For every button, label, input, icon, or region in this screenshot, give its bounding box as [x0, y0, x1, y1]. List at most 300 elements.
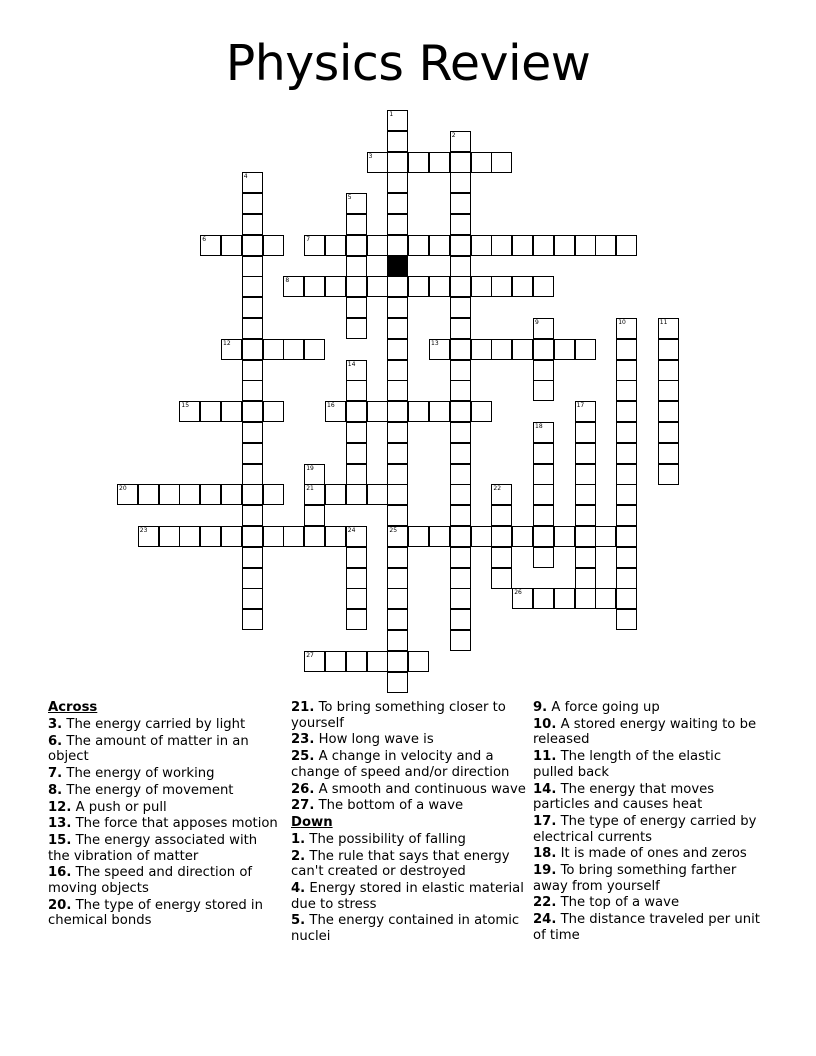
grid-cell[interactable]	[387, 193, 408, 214]
grid-cell[interactable]	[471, 339, 492, 360]
grid-cell[interactable]	[450, 630, 471, 651]
grid-cell[interactable]	[575, 235, 596, 256]
clue-number: 15	[181, 402, 190, 410]
grid-cell[interactable]	[616, 505, 637, 526]
grid-cell[interactable]	[346, 193, 367, 214]
grid-cell[interactable]	[616, 588, 637, 609]
grid-cell[interactable]	[159, 484, 180, 505]
grid-cell[interactable]	[533, 360, 554, 381]
clue-number: 20.	[48, 897, 72, 913]
clue-number: 18	[535, 423, 543, 430]
grid-cell[interactable]	[346, 276, 367, 297]
grid-cell[interactable]	[658, 422, 679, 443]
clue-item	[291, 881, 527, 912]
grid-cell[interactable]	[450, 214, 471, 235]
grid-cell[interactable]	[575, 484, 596, 505]
clue-number: 25	[389, 527, 398, 534]
grid-cell[interactable]	[575, 526, 596, 547]
grid-cell[interactable]	[471, 152, 492, 173]
grid-cell[interactable]	[387, 110, 408, 131]
grid-cell[interactable]	[450, 609, 471, 630]
grid-cell[interactable]	[450, 568, 471, 589]
grid-cell[interactable]	[533, 443, 554, 464]
grid-cell[interactable]	[346, 360, 367, 381]
grid-cell[interactable]	[325, 235, 346, 256]
grid-cell[interactable]	[304, 276, 325, 297]
grid-cell[interactable]	[138, 526, 159, 547]
grid-cell[interactable]	[242, 172, 263, 193]
clue-number: 18.	[533, 846, 557, 862]
grid-cell[interactable]	[450, 360, 471, 381]
clue-number: 21.	[291, 700, 315, 715]
grid-cell[interactable]	[450, 526, 471, 547]
clue-item	[533, 782, 761, 813]
grid-cell[interactable]	[387, 297, 408, 318]
grid-cell[interactable]	[658, 339, 679, 360]
grid-cell[interactable]	[367, 235, 388, 256]
grid-cell[interactable]	[450, 172, 471, 193]
grid-cell[interactable]	[575, 547, 596, 568]
clue-item	[48, 865, 280, 896]
grid-cell[interactable]	[491, 152, 512, 173]
grid-cell[interactable]	[491, 568, 512, 589]
grid-cell[interactable]	[387, 547, 408, 568]
grid-cell[interactable]	[200, 526, 221, 547]
grid-cell[interactable]	[242, 443, 263, 464]
clue-text: A push or pull	[75, 799, 167, 815]
grid-cell[interactable]	[346, 484, 367, 505]
grid-cell[interactable]	[491, 339, 512, 360]
grid-cell[interactable]	[242, 318, 263, 339]
grid-cell[interactable]	[533, 422, 554, 443]
grid-cell[interactable]	[367, 276, 388, 297]
clue-number: 22.	[533, 895, 557, 911]
clue-number: 15.	[48, 833, 72, 849]
grid-cell[interactable]	[325, 401, 346, 422]
grid-cell[interactable]	[242, 276, 263, 297]
grid-cell[interactable]	[575, 339, 596, 360]
clue-number: 14.	[533, 781, 557, 797]
grid-cell[interactable]	[512, 339, 533, 360]
grid-cell[interactable]	[242, 380, 263, 401]
clue-number: 27	[306, 651, 314, 659]
clue-number: 24.	[533, 912, 557, 928]
grid-cell[interactable]	[200, 235, 221, 256]
grid-cell[interactable]	[346, 526, 367, 547]
grid-cell[interactable]	[387, 526, 408, 547]
grid-cell[interactable]	[450, 193, 471, 214]
grid-cell[interactable]	[533, 380, 554, 401]
grid-cell[interactable]	[346, 547, 367, 568]
grid-cell[interactable]	[325, 526, 346, 547]
grid-cell[interactable]	[304, 464, 325, 485]
grid-cell[interactable]	[387, 401, 408, 422]
grid-cell[interactable]	[450, 297, 471, 318]
grid-cell[interactable]	[263, 235, 284, 256]
grid-cell[interactable]	[117, 484, 138, 505]
grid-cell[interactable]	[242, 339, 263, 360]
grid-cell[interactable]	[450, 401, 471, 422]
grid-cell[interactable]	[387, 152, 408, 173]
grid-cell[interactable]	[616, 568, 637, 589]
grid-cell[interactable]	[554, 339, 575, 360]
grid-cell[interactable]	[387, 464, 408, 485]
grid-cell[interactable]	[367, 484, 388, 505]
grid-cell[interactable]	[283, 276, 304, 297]
clue-text: The rule that says that energy can't created or destroyed	[291, 848, 510, 880]
grid-cell[interactable]	[450, 484, 471, 505]
grid-cell[interactable]	[387, 443, 408, 464]
grid-cell[interactable]	[575, 568, 596, 589]
grid-cell[interactable]	[533, 276, 554, 297]
grid-cell[interactable]	[533, 526, 554, 547]
grid-cell[interactable]	[554, 526, 575, 547]
clue-item	[533, 749, 761, 780]
clue-number: 1	[389, 111, 394, 118]
grid-cell[interactable]	[242, 526, 263, 547]
grid-cell[interactable]	[159, 526, 180, 547]
grid-cell[interactable]	[658, 401, 679, 422]
grid-cell[interactable]	[242, 193, 263, 214]
clue-number: 4	[243, 173, 248, 181]
clue-text: A force going up	[551, 700, 660, 715]
grid-cell[interactable]	[533, 464, 554, 485]
grid-cell[interactable]	[450, 380, 471, 401]
clue-text: It is made of ones and zeros	[560, 846, 747, 862]
grid-cell[interactable]	[575, 422, 596, 443]
grid-cell[interactable]	[304, 526, 325, 547]
grid-cell[interactable]	[616, 443, 637, 464]
grid-cell[interactable]	[533, 339, 554, 360]
grid-cell[interactable]	[387, 484, 408, 505]
grid-cell[interactable]	[533, 318, 554, 339]
clue-number: 14	[347, 360, 356, 368]
clue-number: 2	[451, 131, 456, 139]
grid-cell[interactable]	[387, 505, 408, 526]
grid-cell[interactable]	[408, 651, 429, 672]
grid-cell[interactable]	[242, 297, 263, 318]
grid-cell[interactable]	[346, 297, 367, 318]
grid-cell[interactable]	[408, 235, 429, 256]
grid-cell[interactable]	[346, 464, 367, 485]
grid-cell[interactable]	[242, 568, 263, 589]
clue-text: Energy stored in elastic material due to stress	[291, 881, 524, 912]
grid-cell[interactable]	[658, 443, 679, 464]
grid-cell[interactable]	[304, 235, 325, 256]
grid-cell[interactable]	[408, 526, 429, 547]
clue-text: The possibility of falling	[309, 831, 466, 847]
grid-cell[interactable]	[616, 609, 637, 630]
clue-number: 5.	[291, 913, 306, 929]
clue-number: 6	[202, 235, 207, 243]
grid-cell[interactable]	[387, 672, 408, 693]
grid-cell[interactable]	[408, 401, 429, 422]
grid-cell[interactable]	[616, 380, 637, 401]
grid-cell[interactable]	[450, 339, 471, 360]
clue-text: The energy carried by light	[66, 716, 246, 732]
grid-cell[interactable]	[346, 235, 367, 256]
grid-cell[interactable]	[387, 339, 408, 360]
grid-cell[interactable]	[408, 276, 429, 297]
grid-cell[interactable]	[450, 318, 471, 339]
grid-cell[interactable]	[429, 339, 450, 360]
grid-cell[interactable]	[450, 505, 471, 526]
grid-cell[interactable]	[242, 214, 263, 235]
grid-cell[interactable]	[387, 588, 408, 609]
grid-cell[interactable]	[491, 484, 512, 505]
grid-cell[interactable]	[658, 380, 679, 401]
grid-cell[interactable]	[200, 484, 221, 505]
grid-cell[interactable]	[304, 651, 325, 672]
grid-cell[interactable]	[346, 443, 367, 464]
grid-cell[interactable]	[616, 318, 637, 339]
grid-cell[interactable]	[387, 172, 408, 193]
grid-cell[interactable]	[138, 484, 159, 505]
grid-cell[interactable]	[616, 235, 637, 256]
clue-number: 17.	[533, 813, 557, 829]
page-title: Physics Review	[225, 35, 591, 92]
grid-cell[interactable]	[242, 422, 263, 443]
grid-cell[interactable]	[512, 588, 533, 609]
grid-cell[interactable]	[450, 422, 471, 443]
grid-cell[interactable]	[387, 276, 408, 297]
grid-cell[interactable]	[533, 484, 554, 505]
grid-cell[interactable]	[242, 547, 263, 568]
clue-item	[48, 783, 280, 799]
grid-cell[interactable]	[471, 276, 492, 297]
clue-number: 19	[306, 464, 314, 472]
grid-cell[interactable]	[242, 360, 263, 381]
grid-cell[interactable]	[616, 547, 637, 568]
grid-cell[interactable]	[491, 505, 512, 526]
clue-item	[533, 912, 761, 943]
clue-number: 1.	[291, 831, 306, 847]
grid-cell[interactable]	[367, 651, 388, 672]
grid-cell[interactable]	[200, 401, 221, 422]
grid-cell[interactable]	[242, 505, 263, 526]
grid-cell[interactable]	[512, 235, 533, 256]
clue-number: 10	[618, 319, 626, 326]
grid-cell[interactable]	[533, 547, 554, 568]
clue-number: 7	[306, 235, 311, 243]
clue-number: 6.	[48, 733, 63, 749]
clue-number: 21	[306, 485, 314, 493]
grid-cell[interactable]	[429, 152, 450, 173]
grid-cell[interactable]	[450, 256, 471, 277]
grid-cell[interactable]	[491, 526, 512, 547]
grid-cell[interactable]	[387, 380, 408, 401]
grid-cell[interactable]	[429, 235, 450, 256]
grid-cell[interactable]	[595, 526, 616, 547]
grid-cell[interactable]	[263, 526, 284, 547]
clue-item	[291, 732, 527, 748]
grid-cell[interactable]	[242, 401, 263, 422]
clue-section-header: Across	[48, 700, 98, 715]
grid-cell[interactable]	[450, 547, 471, 568]
grid-cell[interactable]	[575, 401, 596, 422]
grid-cell[interactable]	[429, 401, 450, 422]
clues-column-3	[533, 700, 761, 945]
clue-number: 10.	[533, 716, 557, 732]
grid-cell[interactable]	[533, 235, 554, 256]
grid-cell[interactable]	[242, 588, 263, 609]
grid-cell[interactable]	[283, 526, 304, 547]
grid-cell[interactable]	[658, 464, 679, 485]
grid-cell[interactable]	[346, 588, 367, 609]
grid-cell[interactable]	[450, 443, 471, 464]
clue-number: 27.	[291, 798, 315, 814]
grid-cell[interactable]	[450, 152, 471, 173]
grid-cell[interactable]	[242, 256, 263, 277]
clue-item	[48, 800, 280, 816]
grid-cell[interactable]	[387, 235, 408, 256]
grid-cell[interactable]	[346, 380, 367, 401]
clue-item	[48, 734, 280, 765]
grid-cell[interactable]	[304, 339, 325, 360]
clue-text: The energy of movement	[66, 782, 234, 798]
grid-cell[interactable]	[429, 526, 450, 547]
grid-cell[interactable]	[616, 464, 637, 485]
grid-cell[interactable]	[533, 588, 554, 609]
clue-item	[48, 717, 280, 733]
grid-cell[interactable]	[387, 422, 408, 443]
clue-text: The energy contained in atomic nuclei	[291, 913, 520, 944]
grid-cell[interactable]	[616, 339, 637, 360]
grid-cell[interactable]	[242, 464, 263, 485]
clue-number: 22	[493, 485, 502, 493]
grid-cell[interactable]	[471, 235, 492, 256]
grid-cell[interactable]	[616, 422, 637, 443]
grid-cell[interactable]	[283, 339, 304, 360]
grid-cell[interactable]	[346, 256, 367, 277]
grid-cell[interactable]	[325, 651, 346, 672]
grid-cell[interactable]	[450, 131, 471, 152]
clue-number: 24	[347, 527, 356, 534]
grid-cell[interactable]	[346, 568, 367, 589]
grid-cell[interactable]	[616, 360, 637, 381]
grid-cell[interactable]	[304, 505, 325, 526]
clue-number: 8.	[48, 782, 63, 798]
grid-cell[interactable]	[346, 609, 367, 630]
grid-cell[interactable]	[325, 276, 346, 297]
grid-cell[interactable]	[387, 214, 408, 235]
grid-cell[interactable]	[387, 630, 408, 651]
clue-item	[291, 700, 527, 731]
grid-cell[interactable]	[658, 318, 679, 339]
clue-number: 3.	[48, 716, 63, 732]
grid-cell[interactable]	[554, 235, 575, 256]
grid-cell[interactable]	[263, 401, 284, 422]
grid-cell[interactable]	[387, 131, 408, 152]
clue-item	[48, 833, 280, 864]
grid-cell[interactable]	[325, 484, 346, 505]
grid-cell[interactable]	[179, 484, 200, 505]
grid-cell[interactable]	[512, 276, 533, 297]
grid-cell[interactable]	[533, 505, 554, 526]
grid-cell[interactable]	[575, 505, 596, 526]
clue-item	[291, 849, 527, 880]
grid-cell[interactable]	[450, 464, 471, 485]
clue-item	[533, 846, 761, 862]
grid-cell[interactable]	[221, 401, 242, 422]
grid-cell[interactable]	[429, 276, 450, 297]
grid-cell[interactable]	[263, 339, 284, 360]
clue-item	[533, 895, 761, 911]
grid-cell[interactable]	[387, 651, 408, 672]
grid-cell[interactable]	[408, 152, 429, 173]
grid-cell[interactable]	[575, 443, 596, 464]
clue-number: 9	[535, 319, 539, 326]
grid-cell[interactable]	[221, 526, 242, 547]
grid-cell[interactable]	[304, 484, 325, 505]
grid-cell[interactable]	[491, 235, 512, 256]
clue-text: The top of a wave	[560, 895, 680, 911]
grid-cell[interactable]	[221, 484, 242, 505]
grid-cell[interactable]	[512, 526, 533, 547]
grid-cell[interactable]	[450, 276, 471, 297]
grid-cell[interactable]	[471, 401, 492, 422]
grid-cell[interactable]	[575, 464, 596, 485]
grid-cell[interactable]	[346, 214, 367, 235]
clue-text: The length of the elastic pulled back	[533, 749, 722, 780]
grid-cell[interactable]	[491, 276, 512, 297]
grid-cell[interactable]	[616, 526, 637, 547]
clue-number: 7.	[48, 765, 63, 781]
grid-cell[interactable]	[221, 339, 242, 360]
grid-cell[interactable]	[387, 360, 408, 381]
clue-item	[48, 898, 280, 929]
clue-number: 5	[347, 194, 352, 202]
grid-cell[interactable]	[616, 401, 637, 422]
grid-cell[interactable]	[179, 401, 200, 422]
grid-cell[interactable]	[242, 484, 263, 505]
grid-cell[interactable]	[450, 588, 471, 609]
clue-number: 12.	[48, 799, 72, 815]
grid-cell[interactable]	[554, 588, 575, 609]
grid-cell[interactable]	[491, 547, 512, 568]
grid-cell[interactable]	[595, 588, 616, 609]
grid-cell[interactable]	[263, 484, 284, 505]
grid-cell[interactable]	[242, 235, 263, 256]
grid-cell[interactable]	[595, 235, 616, 256]
grid-cell[interactable]	[471, 526, 492, 547]
grid-cell[interactable]	[575, 588, 596, 609]
grid-cell[interactable]	[387, 318, 408, 339]
clue-number: 17	[576, 402, 585, 410]
grid-cell[interactable]	[346, 422, 367, 443]
grid-cell[interactable]	[346, 318, 367, 339]
grid-block	[387, 256, 408, 277]
grid-cell[interactable]	[179, 526, 200, 547]
clue-text: The bottom of a wave	[318, 798, 464, 814]
grid-cell[interactable]	[367, 401, 388, 422]
clue-text: A change in velocity and a change of speed and/or direction	[291, 749, 510, 780]
grid-cell[interactable]	[616, 484, 637, 505]
grid-cell[interactable]	[242, 609, 263, 630]
grid-cell[interactable]	[387, 568, 408, 589]
clue-number: 19.	[533, 863, 557, 879]
grid-cell[interactable]	[450, 235, 471, 256]
clue-number: 23.	[291, 732, 315, 748]
grid-cell[interactable]	[367, 152, 388, 173]
grid-cell[interactable]	[658, 360, 679, 381]
grid-cell[interactable]	[346, 401, 367, 422]
grid-cell[interactable]	[346, 651, 367, 672]
grid-cell[interactable]	[387, 609, 408, 630]
grid-cell[interactable]	[221, 235, 242, 256]
clue-text: A smooth and continuous wave	[318, 781, 526, 797]
clue-text: How long wave is	[318, 732, 434, 748]
